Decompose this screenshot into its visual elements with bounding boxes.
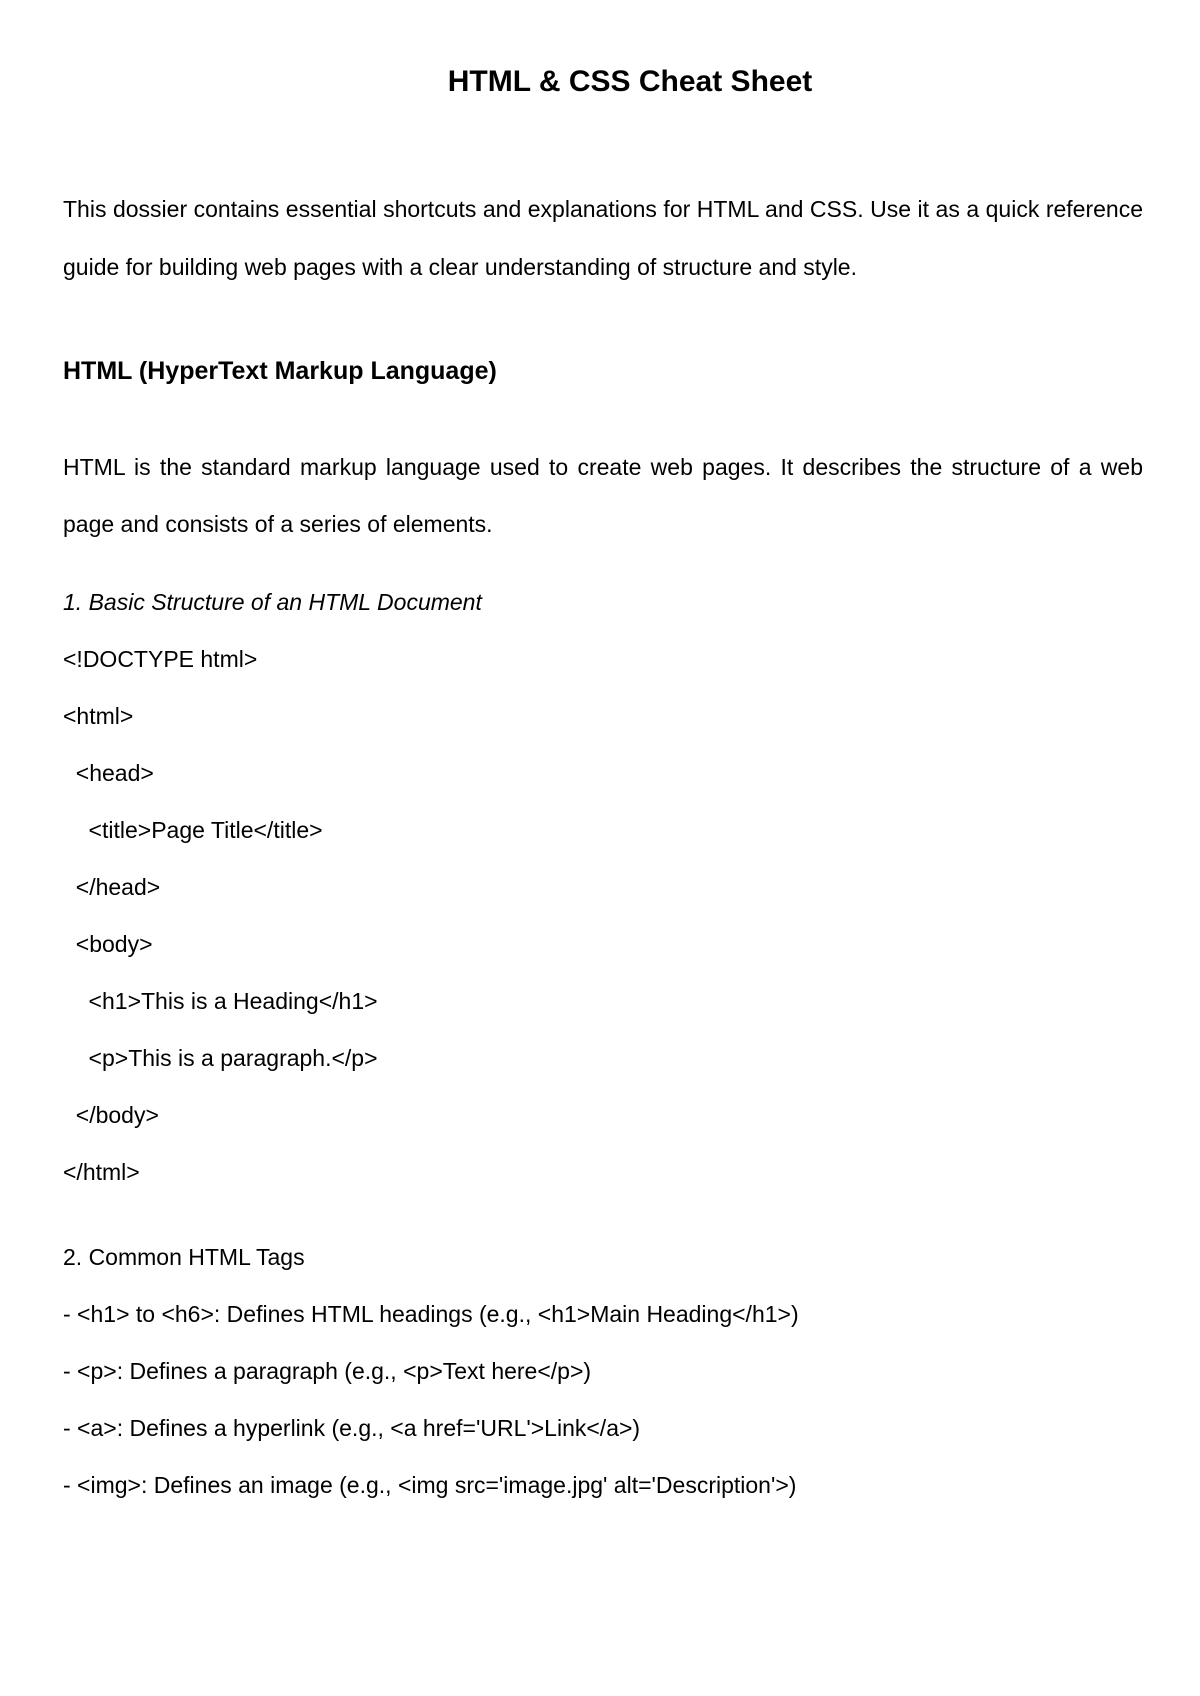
code-line: </body>	[63, 1102, 159, 1128]
code-line: <html>	[63, 703, 134, 729]
html-section-description: HTML is the standard markup language used to create web pages. It describes the structure of a web page and consists of a series of elements.	[63, 454, 1143, 537]
tag-item: - <h1> to <h6>: Defines HTML headings (e.g., <h1>Main Heading</h1>)	[63, 1301, 799, 1327]
code-line: <p>This is a paragraph.</p>	[63, 1045, 378, 1071]
page-title: HTML & CSS Cheat Sheet	[447, 65, 813, 98]
code-line: <h1>This is a Heading</h1>	[63, 988, 378, 1014]
html-content-lines	[63, 574, 1143, 1514]
code-line: <body>	[63, 931, 153, 957]
tag-item: - <img>: Defines an image (e.g., <img src='image.jpg' alt='Description'>)	[63, 1472, 797, 1498]
code-line: <head>	[63, 760, 154, 786]
code-line: </html>	[63, 1159, 140, 1185]
html-section-heading: HTML (HyperText Markup Language)	[63, 357, 497, 385]
tag-item: - <p>: Defines a paragraph (e.g., <p>Text here</p>)	[63, 1358, 592, 1384]
code-line: </head>	[63, 874, 161, 900]
common-tags-heading-row	[63, 1201, 1143, 1286]
common-tags-heading: 2. Common HTML Tags	[63, 1244, 305, 1270]
intro-paragraph: This dossier contains essential shortcuts and explanations for HTML and CSS. Use it as a quick reference guide for building web pages with a clear understanding of structure and style.	[63, 196, 1143, 280]
basic-structure-heading: 1. Basic Structure of an HTML Document	[63, 589, 482, 615]
code-line: <title>Page Title</title>	[63, 817, 323, 843]
code-line: <!DOCTYPE html>	[63, 646, 258, 672]
tag-item: - <a>: Defines a hyperlink (e.g., <a href='URL'>Link</a>)	[63, 1415, 641, 1441]
